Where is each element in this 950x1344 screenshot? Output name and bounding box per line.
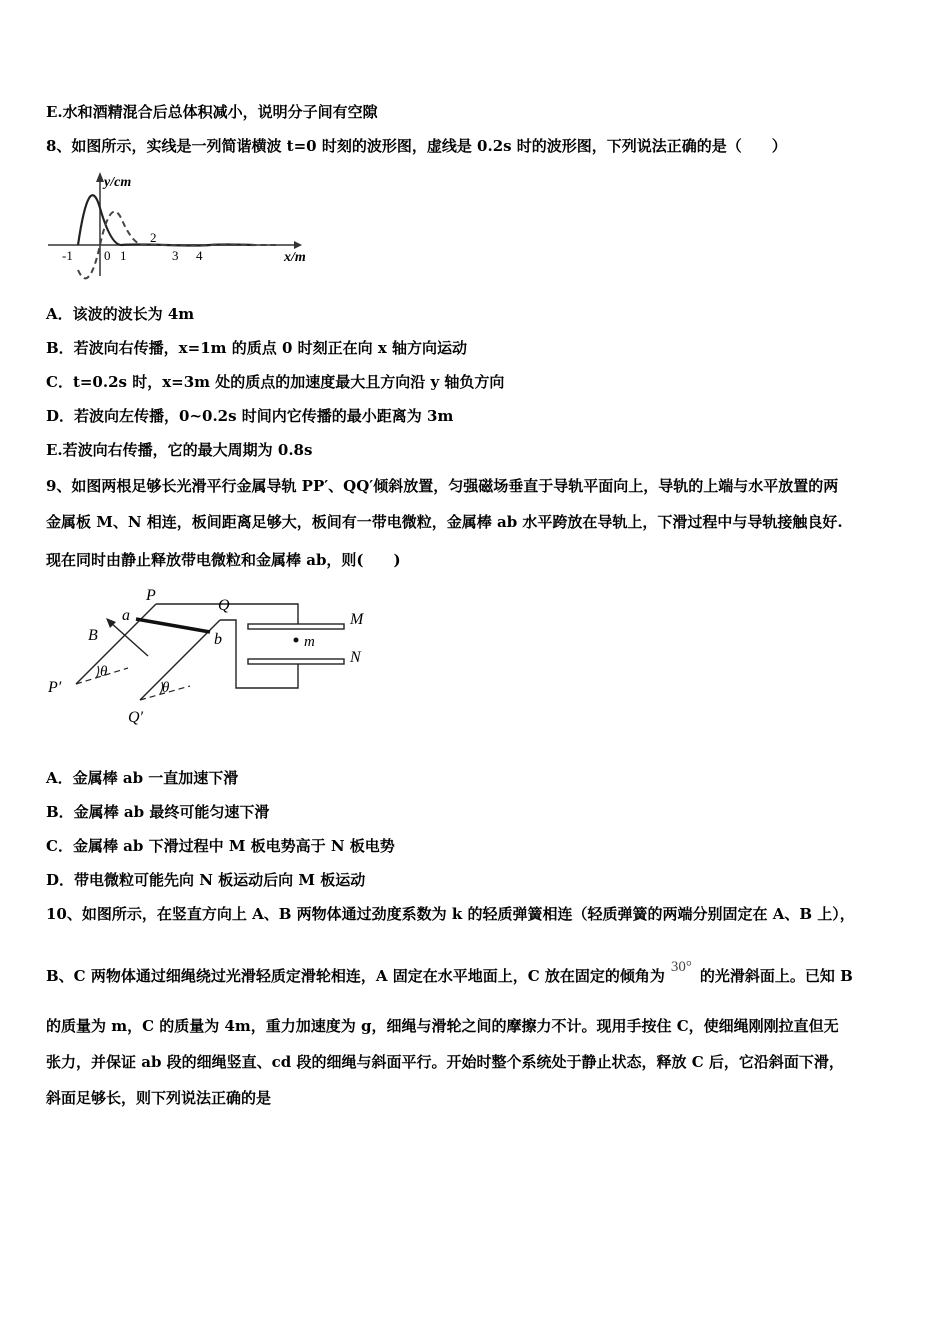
label-a: a [122,607,130,624]
label-p: P [146,587,156,604]
q8-option-e: E.若波向右传播，它的最大周期为 0.8s [46,441,313,459]
wave-figure [44,168,324,280]
label-q: Q [218,597,230,614]
rail-figure [40,582,390,732]
label-m-plate: M [350,611,364,628]
label-p-prime: P′ [48,679,62,696]
q8-stem: 8、如图所示，实线是一列简谐横波 t=0 时刻的波形图，虚线是 0.2s 时的波形图，下列说法正确的是（ ） [46,137,787,155]
q10-stem-line1: 10、如图所示，在竖直方向上 A、B 两物体通过劲度系数为 k 的轻质弹簧相连（轻质弹簧的两端分别固定在 A、B 上）， [46,905,855,923]
q9-stem-line2: 金属板 M、N 相连，板间距离足够大，板间有一带电微粒，金属棒 ab 水平跨放在导轨上，下滑过程中与导轨接触良好. [46,513,843,531]
q8-option-a: A．该波的波长为 4m [46,305,195,323]
incline-angle: 30° [670,959,692,975]
q9-option-d: D．带电微粒可能先向 N 板运动后向 M 板运动 [46,871,366,889]
y-axis-arrow [96,172,104,182]
q8-option-b: B．若波向右传播，x=1m 的质点 0 时刻正在向 x 轴方向运动 [46,339,467,357]
q10-stem-line2-text: B、C 两物体通过细绳绕过光滑轻质定滑轮相连，A 固定在水平地面上，C 放在固定的倾角为 [46,967,665,985]
label-particle-m: m [304,634,315,650]
q9-stem-line1: 9、如图两根足够长光滑平行金属导轨 PP′、QQ′倾斜放置，匀强磁场垂直于导轨平面向上，导轨的上端与水平放置的两 [46,477,839,495]
tick-1: 1 [120,248,127,263]
x-axis-label: x/m [284,250,306,265]
label-theta-2: θ [162,680,170,696]
tick-0: 0 [104,248,111,263]
q9-stem-line3: 现在同时由静止释放带电微粒和金属棒 ab，则( ) [46,551,401,569]
theta-arc-1 [96,666,99,678]
tick-4: 4 [196,248,203,263]
label-theta-1: θ [100,664,108,680]
label-b: b [214,631,222,648]
q10-stem-line5: 斜面足够长，则下列说法正确的是 [46,1089,272,1107]
label-n-plate: N [350,649,361,666]
q8-option-c: C．t=0.2s 时，x=3m 处的质点的加速度最大且方向沿 y 轴负方向 [46,373,505,391]
q10-stem-line3: 的质量为 m，C 的质量为 4m，重力加速度为 g，细绳与滑轮之间的摩擦力不计。现用手按住 C，使细绳刚刚拉直但无 [46,1017,839,1035]
q10-stem-line2 [46,959,853,987]
plate-m [248,624,344,629]
rod-ab [136,619,210,632]
q10-stem-line2-text-b: 的光滑斜面上。已知 B [699,967,853,985]
charged-particle [294,638,299,643]
tick-2: 2 [150,230,157,245]
tick-3: 3 [172,248,179,263]
q8-option-d: D．若波向左传播，0~0.2s 时间内它传播的最小距离为 3m [46,407,454,425]
wire-bottom [220,620,298,688]
q9-option-c: C．金属棒 ab 下滑过程中 M 板电势高于 N 板电势 [46,837,395,855]
y-axis-label: y/cm [104,175,132,190]
plate-n [248,659,344,664]
tick-neg1: -1 [62,248,73,263]
q9-option-a: A．金属棒 ab 一直加速下滑 [46,769,239,787]
q7-option-e: E.水和酒精混合后总体积减小，说明分子间有空隙 [46,103,378,121]
label-q-prime: Q′ [128,709,144,726]
x-axis-arrow [294,241,302,249]
label-field-b: B [88,627,98,644]
field-b-arrow [110,622,148,656]
q9-option-b: B．金属棒 ab 最终可能匀速下滑 [46,803,270,821]
solid-wave [78,195,254,245]
q10-stem-line4: 张力，并保证 ab 段的细绳竖直、cd 段的细绳与斜面平行。开始时整个系统处于静止状态，释放 C 后，它沿斜面下滑， [46,1053,844,1071]
